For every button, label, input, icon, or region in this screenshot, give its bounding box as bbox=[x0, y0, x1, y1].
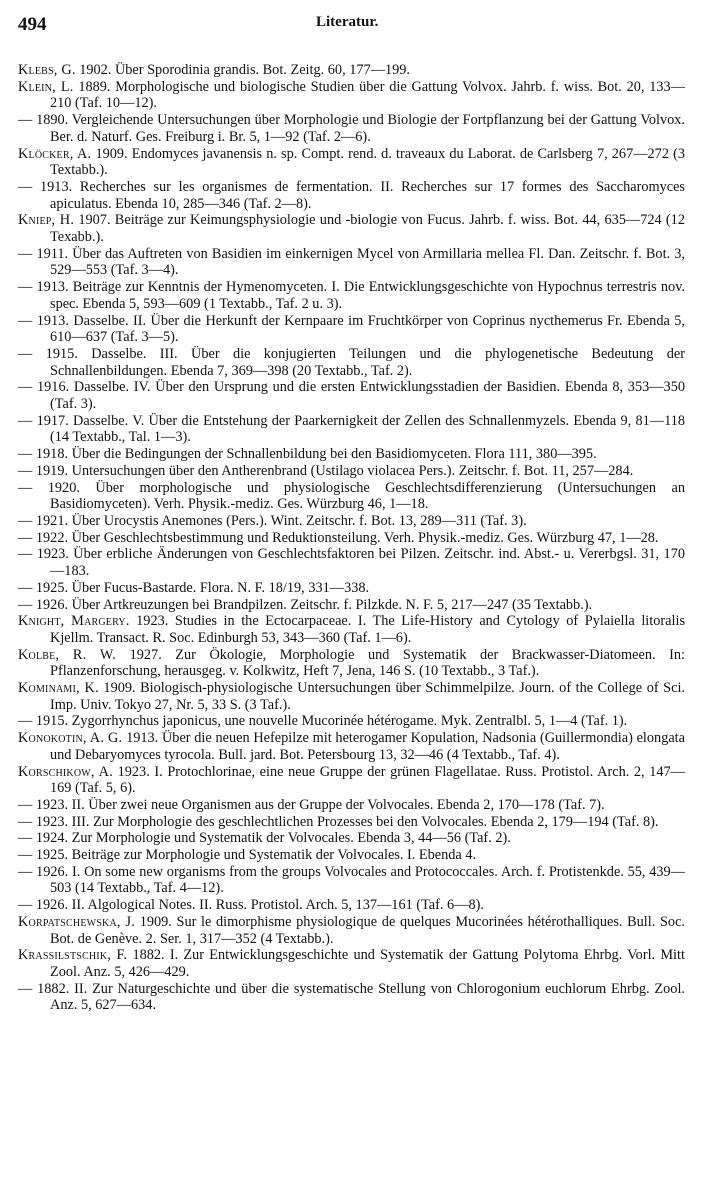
bibliography-entry bbox=[18, 830, 685, 847]
entry-author: Kolbe, R. W. bbox=[18, 646, 117, 663]
bibliography-entry bbox=[18, 764, 685, 797]
entry-text: — 1921. Über Urocystis Anemones (Pers.). Wint. Zeitschr. f. Bot. 13, 289—311 (Taf. 3). bbox=[18, 512, 527, 529]
bibliography-entry bbox=[18, 179, 685, 212]
entry-text: — 1923. Über erbliche Änderungen von Geschlechtsfaktoren bei Pilzen. Zeitschr. ind. Abst.- u. Vererbgsl. 31, 170—183. bbox=[18, 546, 685, 580]
bibliography-entry bbox=[18, 730, 685, 763]
bibliography-entry bbox=[18, 597, 685, 614]
entry-text: — 1918. Über die Bedingungen der Schnallenbildung bei den Basidiomyceten. Flora 111, 380—395. bbox=[18, 446, 597, 463]
entry-text: 1889. Morphologische und biologische Studien über die Gattung Volvox. Jahrb. f. wiss. Bot. 20, 133—210 (Taf. 10—12). bbox=[50, 78, 685, 112]
page-number: 494 bbox=[18, 14, 47, 35]
entry-text: 1923. Studies in the Ectocarpaceae. I. The Life-History and Cytology of Pylaiella litoralis Kjellm. Transact. R. Soc. Edinburgh 53, 343—360 (Taf. 1—6). bbox=[50, 613, 686, 646]
entry-text: 1909. Biologisch-physiologische Untersuchungen über Schimmelpilze. Journ. of the College of Sci. Imp. Univ. Tokyo 27, Nr. 5, 33 S. (3 Taf.). bbox=[50, 680, 685, 713]
entry-text: — 1913. Dasselbe. II. Über die Herkunft der Kernpaare im Fruchtkörper von Coprinus nycthemerus Fr. Ebenda 5, 610—637 (Taf. 3—5). bbox=[18, 312, 685, 346]
entry-text: 1902. Über Sporodinia grandis. Bot. Zeitg. 60, 177—199. bbox=[75, 62, 410, 78]
entry-text: 1923. I. Protochlorinae, eine neue Gruppe der grünen Flagellatae. Russ. Protistol. Arch. 2, 147—169 (Taf. 5, 6). bbox=[50, 763, 685, 797]
entry-text: — 1890. Vergleichende Untersuchungen über Morphologie und Biologie der Fortpflanzung bei der Gattung Volvox. Ber. d. Naturf. Ges. Freiburg i. Br. 5, 1—92 (Taf. 2—6). bbox=[18, 112, 685, 145]
bibliography-entry bbox=[18, 713, 685, 730]
bibliography-entry bbox=[18, 413, 685, 446]
entry-text: — 1915. Zygorrhynchus japonicus, une nouvelle Mucorinée hétérogame. Myk. Zentralbl. 5, 1—4 (Taf. 1). bbox=[18, 713, 628, 730]
entry-text: — 1926. Über Artkreuzungen bei Brandpilzen. Zeitschr. f. Pilzkde. N. F. 5, 217—247 (35 Textabb.). bbox=[18, 596, 593, 613]
bibliography-entry bbox=[18, 212, 685, 245]
entry-author: Knight, Margery. bbox=[18, 613, 130, 630]
bibliography-entry bbox=[18, 146, 685, 179]
entry-text: — 1923. II. Über zwei neue Organismen aus der Gruppe der Volvocales. Ebenda 2, 170—178 (Taf. 7). bbox=[18, 796, 605, 813]
bibliography-list bbox=[18, 62, 685, 1014]
entry-text: — 1920. Über morphologische und physiologische Geschlechtsdifferenzierung (Untersuchungen an Basidiomyceten). Verh. Physik.-mediz. Ges. Würzburg 46, 1—18. bbox=[18, 479, 685, 513]
bibliography-entry bbox=[18, 279, 685, 312]
entry-author: Kniep, H. bbox=[18, 212, 75, 229]
bibliography-entry bbox=[18, 79, 685, 112]
bibliography-entry bbox=[18, 580, 685, 597]
bibliography-entry bbox=[18, 847, 685, 864]
bibliography-entry bbox=[18, 530, 685, 547]
entry-author: Krassilstschik, F. bbox=[18, 947, 128, 964]
entry-text: 1913. Über die neuen Hefepilze mit heterogamer Kopulation, Nadsonia (Guillermondia) elongata und Debaryomyces tyrocola. Bull. jard. Bot. Petersbourg 13, 32—46 (4 Textabb., Taf. 4). bbox=[50, 730, 686, 763]
entry-text: — 1925. Beiträge zur Morphologie und Systematik der Volvocales. I. Ebenda 4. bbox=[18, 847, 477, 864]
bibliography-entry bbox=[18, 446, 685, 463]
bibliography-entry bbox=[18, 680, 685, 713]
entry-text: — 1919. Untersuchungen über den Antherenbrand (Ustilago violacea Pers.). Zeitschr. f. Bot. 11, 257—284. bbox=[18, 462, 634, 479]
entry-text: — 1925. Über Fucus-Bastarde. Flora. N. F. 18/19, 331—338. bbox=[18, 579, 370, 596]
bibliography-entry bbox=[18, 463, 685, 480]
entry-text: 1907. Beiträge zur Keimungsphysiologie und -biologie von Fucus. Jahrb. f. wiss. Bot. 44, 635—724 (12 Texabb.). bbox=[50, 212, 685, 246]
bibliography-entry bbox=[18, 897, 685, 914]
entry-text: — 1913. Recherches sur les organismes de fermentation. II. Recherches sur 17 formes des Saccharomyces apiculatus. Ebenda 10, 285—346 (Taf. 2—8). bbox=[18, 178, 685, 212]
bibliography-entry bbox=[18, 914, 685, 947]
bibliography-entry bbox=[18, 864, 685, 897]
entry-text: — 1882. II. Zur Naturgeschichte und über die systematische Stellung von Chlorogonium euchlorum Ehrbg. Zool. Anz. 5, 627—634. bbox=[18, 980, 685, 1014]
entry-author: Klein, L. bbox=[18, 78, 74, 95]
entry-text: — 1926. II. Algological Notes. II. Russ. Protistol. Arch. 5, 137—161 (Taf. 6—8). bbox=[18, 897, 484, 914]
entry-text: 1882. I. Zur Entwicklungsgeschichte und Systematik der Gattung Polytoma Ehrbg. Vorl. Mitt Zool. Anz. 5, 426—429. bbox=[50, 947, 685, 980]
entry-text: — 1911. Über das Auftreten von Basidien im einkernigen Mycel von Armillaria mellea Fl. Dan. Zeitschr. f. Bot. 3, 529—553 (Taf. 3—4). bbox=[18, 245, 685, 279]
bibliography-entry bbox=[18, 814, 685, 831]
entry-text: — 1915. Dasselbe. III. Über die konjugierten Teilungen und die phylogenetische Bedeutung der Schnallenbildungen. Ebenda 7, 369—398 (20 Textabb., Taf. 2). bbox=[18, 345, 685, 379]
entry-text: — 1923. III. Zur Morphologie des geschlechtlichen Prozesses bei den Volvocales. Ebenda 2, 179—194 (Taf. 8). bbox=[18, 813, 659, 830]
bibliography-entry bbox=[18, 513, 685, 530]
page-header bbox=[18, 8, 685, 42]
running-head: Literatur. bbox=[316, 14, 379, 30]
entry-text: — 1917. Dasselbe. V. Über die Entstehung der Paarkernigkeit der Zellen des Schnallenmyzels. Ebenda 9, 81—118 (14 Textabb., Tal. 1—3). bbox=[18, 412, 685, 446]
entry-author: Konokotin, A. G. bbox=[18, 730, 123, 747]
bibliography-entry bbox=[18, 346, 685, 379]
bibliography-entry bbox=[18, 647, 685, 680]
bibliography-entry bbox=[18, 546, 685, 579]
bibliography-entry bbox=[18, 112, 685, 145]
bibliography-entry bbox=[18, 379, 685, 412]
entry-text: 1927. Zur Ökologie, Morphologie und Systematik der Brackwasser-Diatomeen. In: Pflanzenforschung, herausgeg. v. Kolkwitz, Heft 7, Jena, 146 S. (10 Textabb., 3 Taf.). bbox=[50, 646, 685, 680]
bibliography-entry bbox=[18, 62, 685, 79]
entry-author: Korschikow, A. bbox=[18, 763, 113, 780]
entry-text: — 1926. I. On some new organisms from the groups Volvocales and Protococcales. Arch. f. Protistenkde. 55, 439—503 (14 Textabb., Taf. 4—12). bbox=[18, 863, 685, 897]
entry-author: Klöcker, A. bbox=[18, 145, 92, 162]
bibliography-entry bbox=[18, 613, 685, 646]
entry-text: 1909. Endomyces javanensis n. sp. Compt. rend. d. traveaux du Laborat. de Carlsberg 7, 267—272 (3 Textabb.). bbox=[50, 145, 685, 179]
bibliography-entry bbox=[18, 947, 685, 980]
entry-author: Korpatschewska, J. bbox=[18, 913, 136, 930]
bibliography-entry bbox=[18, 313, 685, 346]
bibliography-entry bbox=[18, 480, 685, 513]
bibliography-entry bbox=[18, 981, 685, 1014]
entry-author: Klebs, G. bbox=[18, 62, 76, 78]
entry-author: Kominami, K. bbox=[18, 680, 99, 697]
bibliography-entry bbox=[18, 246, 685, 279]
entry-text: — 1913. Beiträge zur Kenntnis der Hymenomyceten. I. Die Entwicklungsgeschichte von Hypochnus terrestris nov. spec. Ebenda 5, 593—609 (1 Textabb., Taf. 2 u. 3). bbox=[18, 279, 685, 312]
bibliography-entry bbox=[18, 797, 685, 814]
entry-text: — 1922. Über Geschlechtsbestimmung und Reduktionsteilung. Verh. Physik.-mediz. Ges. Würzburg 47, 1—28. bbox=[18, 529, 659, 546]
entry-text: 1909. Sur le dimorphisme physiologique de quelques Mucorinées hétérothalliques. Bull. Soc. Bot. de Genève. 2. Ser. 1, 317—352 (4 Textabb.). bbox=[50, 913, 685, 947]
entry-text: — 1924. Zur Morphologie und Systematik der Volvocales. Ebenda 3, 44—56 (Taf. 2). bbox=[18, 830, 511, 847]
entry-text: — 1916. Dasselbe. IV. Über den Ursprung und die ersten Entwicklungsstadien der Basidien. Ebenda 8, 353—350 (Taf. 3). bbox=[18, 379, 685, 413]
